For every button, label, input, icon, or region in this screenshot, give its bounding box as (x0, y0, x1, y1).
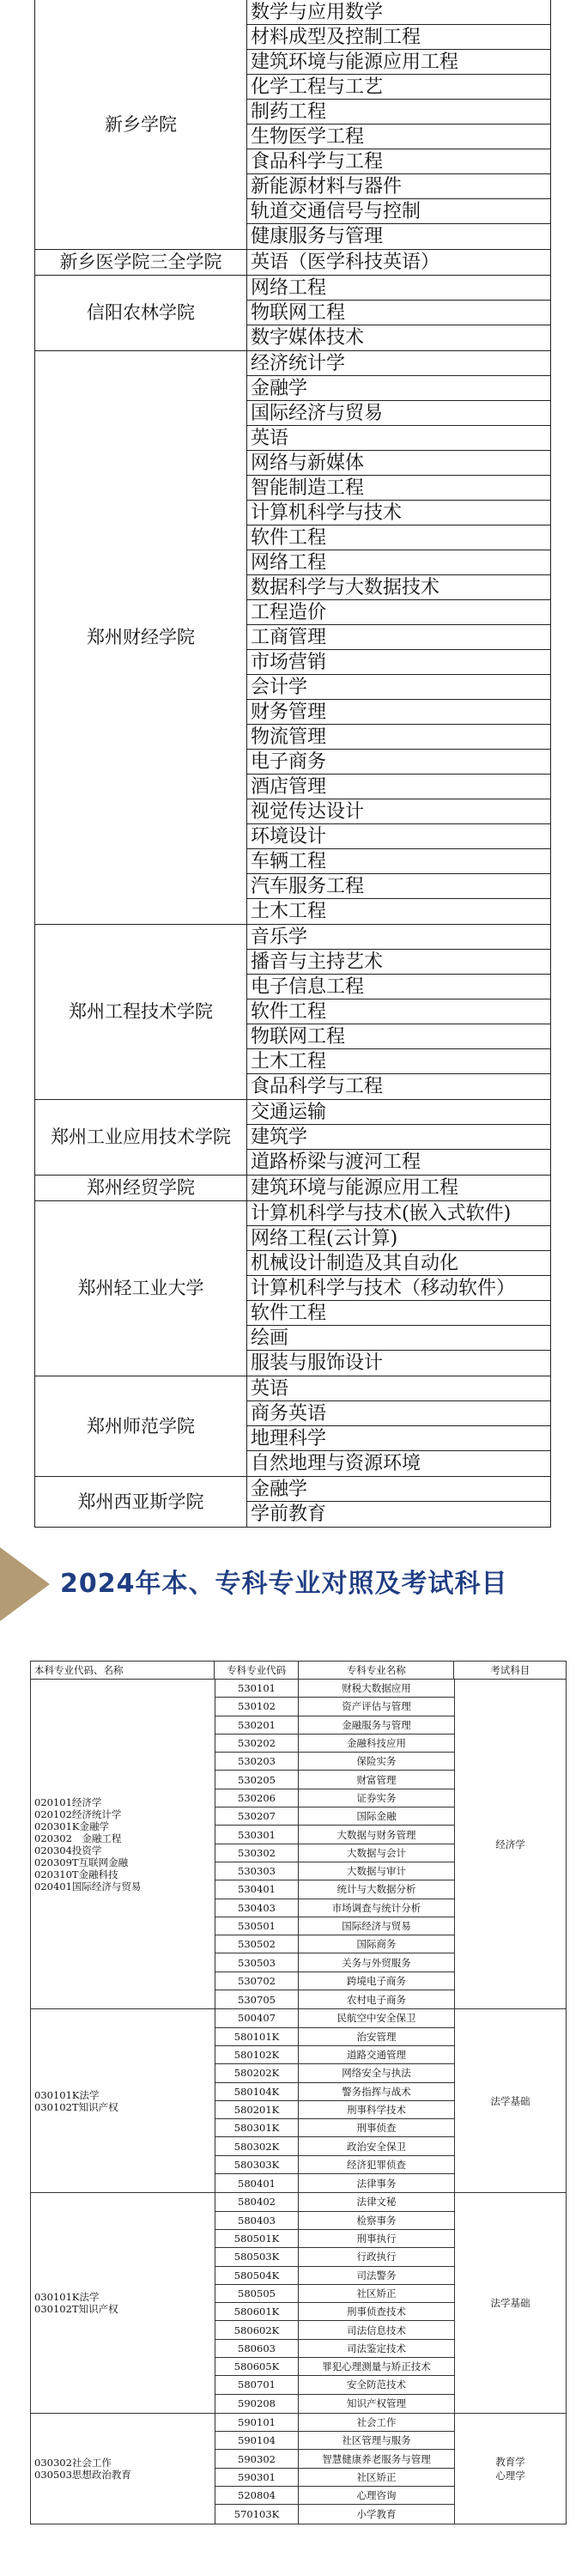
college-major-code: 530203 (215, 1753, 299, 1770)
major-item: 市场营销 (247, 650, 550, 675)
college-major-code: 530403 (215, 1899, 299, 1917)
major-item: 工程造价 (247, 600, 550, 625)
exam-subjects (454, 1680, 566, 2008)
table-row (215, 1990, 454, 2008)
school-group (34, 925, 551, 1100)
bachelor-majors (31, 2414, 215, 2524)
major-group (30, 2414, 567, 2524)
major-group (30, 2009, 567, 2193)
school-group (34, 1201, 551, 1376)
college-major-code: 580302K (215, 2137, 299, 2154)
bachelor-major: 030102T知识产权 (34, 2303, 118, 2316)
table-row (215, 2064, 454, 2082)
college-major-name: 刑事科学技术 (347, 2103, 406, 2116)
school-group (34, 1376, 551, 1477)
major-item: 商务英语 (247, 1401, 550, 1426)
exam-subject: 法学基础 (490, 2094, 530, 2107)
major-list (247, 1176, 551, 1200)
table-row (215, 1899, 454, 1917)
major-list (247, 0, 551, 249)
bachelor-majors (31, 2009, 215, 2192)
college-major-name: 司法鉴定技术 (347, 2342, 406, 2354)
major-item: 健康服务与管理 (251, 226, 384, 247)
major-item: 播音与主持艺术 (247, 950, 550, 975)
major-item: 制药工程 (247, 100, 550, 125)
college-major-name: 关务与外贸服务 (342, 1956, 411, 1969)
section-title: 2024年本、专科专业对照及考试科目 (60, 1569, 508, 1599)
major-list (247, 1100, 551, 1175)
table-header-row (30, 1661, 567, 1680)
college-major-code: 530303 (215, 1862, 299, 1880)
major-item: 网络工程(云计算) (247, 1226, 550, 1251)
table-row (215, 2285, 454, 2303)
college-major-name: 金融科技应用 (347, 1737, 406, 1750)
school-group (34, 0, 551, 250)
major-group (30, 1680, 567, 2009)
table-row (215, 1935, 454, 1953)
college-major-name: 智慧健康养老服务与管理 (322, 2452, 431, 2465)
major-item: 土木工程 (251, 901, 327, 922)
college-major-code: 530201 (215, 1716, 299, 1734)
exam-subject: 教育学 (495, 2455, 525, 2468)
table-row (215, 1862, 454, 1880)
bachelor-major: 020309T互联网金融 (34, 1856, 129, 1868)
college-major-name: 罪犯心理测量与矫正技术 (322, 2360, 431, 2373)
major-item: 食品科学与工程 (251, 1076, 384, 1097)
banner-triangle-icon (0, 1547, 50, 1621)
major-item: 轨道交通信号与控制 (247, 199, 550, 224)
college-major-code: 580602K (215, 2321, 299, 2338)
exam-subjects (454, 2009, 566, 2192)
college-major-name: 资产评估与管理 (342, 1700, 411, 1713)
college-major-name: 司法警务 (356, 2269, 397, 2281)
college-major-code: 530705 (215, 1990, 299, 2008)
major-item: 金融学 (247, 1477, 550, 1502)
major-item: 数据科学与大数据技术 (247, 575, 550, 600)
major-item: 食品科学与工程 (247, 149, 550, 174)
major-item: 音乐学 (247, 925, 550, 950)
header-name: 专科专业名称 (299, 1662, 454, 1679)
college-major-name: 大数据与财务管理 (336, 1828, 416, 1841)
table-row (215, 2212, 454, 2230)
bachelor-major: 030101K法学 (34, 2291, 100, 2304)
table-row (215, 2174, 454, 2192)
college-major-name: 治安管理 (356, 2030, 397, 2043)
college-major-name: 道路交通管理 (347, 2049, 406, 2062)
college-major-code: 580701 (215, 2376, 299, 2393)
bachelor-major: 020401国际经济与贸易 (34, 1880, 142, 1893)
college-major-rows (215, 1680, 454, 2008)
major-item: 数字媒体技术 (251, 327, 365, 349)
college-major-name: 国际经济与贸易 (342, 1920, 411, 1932)
college-major-name: 跨境电子商务 (347, 1974, 406, 1987)
college-major-code: 590302 (215, 2450, 299, 2467)
college-major-name: 财税大数据应用 (342, 1682, 411, 1695)
college-major-code: 580303K (215, 2156, 299, 2173)
table-row (215, 2267, 454, 2285)
major-item: 汽车服务工程 (247, 874, 550, 899)
college-major-name: 法律文秘 (356, 2196, 397, 2208)
major-exam-table (30, 1661, 567, 2524)
college-major-code: 580202K (215, 2064, 299, 2081)
major-item: 国际经济与贸易 (247, 401, 550, 426)
table-row (215, 2083, 454, 2101)
college-major-code: 530102 (215, 1698, 299, 1715)
college-major-code: 580503K (215, 2248, 299, 2265)
college-major-code: 530302 (215, 1844, 299, 1862)
major-item: 生物医学工程 (247, 125, 550, 149)
college-major-name: 法律事务 (356, 2177, 397, 2190)
college-major-code: 580504K (215, 2267, 299, 2284)
major-item: 物联网工程 (247, 301, 550, 325)
exam-subject: 经济学 (495, 1838, 525, 1850)
table-row (215, 1698, 454, 1716)
major-item: 绘画 (247, 1326, 550, 1351)
table-row (215, 2487, 454, 2505)
table-row (215, 2230, 454, 2248)
bachelor-major: 020302 金融工程 (34, 1832, 122, 1844)
major-item: 金融学 (247, 376, 550, 401)
exam-subject: 心理学 (495, 2469, 525, 2482)
school-name: 郑州师范学院 (34, 1376, 247, 1476)
college-major-code: 530301 (215, 1826, 299, 1843)
college-major-code: 580201K (215, 2101, 299, 2118)
table-row (215, 1716, 454, 1735)
college-major-name: 统计与大数据分析 (336, 1883, 416, 1896)
table-row (215, 1953, 454, 1971)
major-item: 智能制造工程 (247, 476, 550, 501)
major-item: 网络工程 (247, 276, 550, 301)
school-name: 郑州轻工业大学 (34, 1201, 247, 1376)
school-major-table (34, 0, 551, 1528)
major-list (247, 1376, 551, 1476)
table-row (215, 2432, 454, 2450)
college-major-name: 心理咨询 (356, 2489, 397, 2502)
college-major-code: 580401 (215, 2174, 299, 2192)
major-item: 软件工程 (247, 999, 550, 1024)
major-item: 交通运输 (247, 1100, 550, 1125)
college-major-name: 行政执行 (356, 2251, 397, 2263)
exam-subject: 法学基础 (490, 2297, 530, 2310)
table-row (215, 2193, 454, 2211)
college-major-name: 网络安全与执法 (342, 2067, 411, 2080)
college-major-name: 社会工作 (356, 2416, 397, 2429)
major-item: 英语 (247, 1376, 550, 1401)
major-list (247, 351, 551, 924)
major-item: 自然地理与资源环境 (251, 1453, 421, 1474)
major-item: 车辆工程 (247, 849, 550, 874)
school-name: 信阳农林学院 (34, 276, 247, 350)
bachelor-major: 030503思想政治教育 (34, 2468, 131, 2481)
college-major-code: 530501 (215, 1917, 299, 1935)
table-row (215, 1917, 454, 1935)
college-major-code: 580301K (215, 2119, 299, 2136)
major-list (247, 276, 551, 350)
major-item: 土木工程 (247, 1049, 550, 1074)
college-major-name: 社区矫正 (356, 2287, 397, 2300)
college-major-name: 市场调查与统计分析 (331, 1901, 421, 1914)
table-row (215, 1807, 454, 1826)
school-group (34, 250, 551, 276)
college-major-code: 530101 (215, 1680, 299, 1697)
major-item: 电子信息工程 (247, 975, 550, 999)
college-major-name: 大数据与审计 (347, 1865, 406, 1878)
major-item: 数学与应用数学 (247, 0, 550, 25)
college-major-rows (215, 2414, 454, 2524)
table-row (215, 1753, 454, 1771)
college-major-code: 520804 (215, 2487, 299, 2504)
college-major-name: 司法信息技术 (347, 2324, 406, 2336)
college-major-code: 530202 (215, 1735, 299, 1752)
college-major-name: 民航空中安全保卫 (336, 2012, 416, 2025)
college-major-name: 知识产权管理 (347, 2397, 406, 2410)
college-major-name: 国际金融 (356, 1810, 397, 1823)
table-row (215, 2156, 454, 2174)
college-major-name: 经济犯罪侦查 (347, 2158, 406, 2171)
table-row (215, 2376, 454, 2394)
table-row (215, 2248, 454, 2266)
college-major-name: 国际商务 (356, 1938, 397, 1951)
major-item: 学前教育 (251, 1504, 327, 1525)
college-major-name: 安全防范技术 (347, 2379, 406, 2391)
header-bachelor: 本科专业代码、名称 (31, 1662, 215, 1679)
college-major-code: 590301 (215, 2469, 299, 2486)
table-row (215, 2028, 454, 2046)
college-major-rows (215, 2009, 454, 2192)
college-major-code: 580501K (215, 2230, 299, 2247)
major-item: 计算机科学与技术(嵌入式软件) (247, 1201, 550, 1226)
college-major-code: 500407 (215, 2009, 299, 2026)
major-item: 建筑环境与能源应用工程 (251, 1177, 459, 1199)
college-major-name: 检察事务 (356, 2214, 397, 2227)
major-item: 网络与新媒体 (247, 451, 550, 476)
table-row (215, 2046, 454, 2064)
college-major-code: 580102K (215, 2046, 299, 2063)
college-major-code: 580104K (215, 2083, 299, 2100)
major-item: 化学工程与工艺 (247, 75, 550, 100)
header-code: 专科专业代码 (215, 1662, 299, 1679)
school-group (34, 1176, 551, 1201)
college-major-name: 警务指挥与战术 (342, 2085, 411, 2098)
major-item: 网络工程 (247, 550, 550, 575)
college-major-rows (215, 2193, 454, 2413)
table-row (215, 2358, 454, 2376)
bachelor-major: 020101经济学 (34, 1795, 102, 1808)
major-item: 会计学 (247, 675, 550, 700)
major-item: 地理科学 (247, 1426, 550, 1451)
major-item: 酒店管理 (247, 775, 550, 799)
college-major-name: 大数据与会计 (347, 1846, 406, 1859)
table-row (215, 1844, 454, 1862)
bachelor-major: 020301K金融学 (34, 1820, 109, 1832)
major-item: 物流管理 (247, 725, 550, 750)
major-list (247, 1201, 551, 1376)
major-item: 视觉传达设计 (247, 799, 550, 824)
college-major-name: 金融服务与管理 (342, 1718, 411, 1731)
major-item: 软件工程 (247, 526, 550, 550)
bachelor-major: 020304投资学 (34, 1844, 102, 1856)
table-row (215, 2321, 454, 2339)
major-item: 工商管理 (247, 625, 550, 650)
bachelor-majors (31, 1680, 215, 2008)
college-major-code: 580605K (215, 2358, 299, 2375)
table-row (215, 1826, 454, 1844)
major-item: 财务管理 (247, 700, 550, 725)
college-major-code: 530205 (215, 1771, 299, 1788)
college-major-code: 570103K (215, 2505, 299, 2523)
bachelor-major: 030302社会工作 (34, 2456, 112, 2469)
school-name: 郑州经贸学院 (34, 1176, 247, 1200)
college-major-code: 580101K (215, 2028, 299, 2045)
college-major-code: 530702 (215, 1972, 299, 1990)
section-banner (0, 1547, 588, 1621)
college-major-code: 530207 (215, 1807, 299, 1825)
school-group (34, 1100, 551, 1176)
major-item: 电子商务 (247, 750, 550, 775)
bachelor-major: 020310T金融科技 (34, 1868, 118, 1880)
table-row (215, 2119, 454, 2137)
major-item: 经济统计学 (247, 351, 550, 376)
college-major-name: 财富管理 (356, 1773, 397, 1786)
major-group (30, 2193, 567, 2414)
school-group (34, 1477, 551, 1528)
college-major-code: 590101 (215, 2414, 299, 2431)
college-major-name: 刑事侦查 (356, 2122, 397, 2135)
major-item: 建筑学 (247, 1125, 550, 1150)
college-major-name: 保险实务 (356, 1755, 397, 1768)
college-major-code: 590208 (215, 2395, 299, 2413)
college-major-code: 580603 (215, 2340, 299, 2357)
college-major-code: 530206 (215, 1789, 299, 1807)
major-list (247, 925, 551, 1099)
school-name: 郑州西亚斯学院 (34, 1477, 247, 1527)
major-item: 英语 (247, 426, 550, 451)
bachelor-major: 020102经济统计学 (34, 1807, 122, 1820)
exam-subjects (454, 2414, 566, 2524)
school-group (34, 351, 551, 925)
college-major-name: 社区矫正 (356, 2470, 397, 2483)
table-row (215, 2340, 454, 2358)
school-name: 新乡学院 (34, 0, 247, 249)
major-item: 环境设计 (247, 824, 550, 849)
college-major-name: 农村电子商务 (347, 1993, 406, 2006)
school-group (34, 276, 551, 351)
school-name: 新乡医学院三全学院 (34, 250, 247, 275)
major-item: 服装与服饰设计 (251, 1352, 384, 1374)
table-row (215, 1771, 454, 1789)
table-row (215, 2303, 454, 2321)
table-row (215, 1735, 454, 1753)
bachelor-majors (31, 2193, 215, 2413)
major-item: 建筑环境与能源应用工程 (247, 50, 550, 75)
major-list (247, 1477, 551, 1527)
table-row (215, 2414, 454, 2432)
table-row (215, 2137, 454, 2155)
school-name: 郑州财经学院 (34, 351, 247, 924)
college-major-code: 530503 (215, 1953, 299, 1971)
school-name: 郑州工业应用技术学院 (34, 1100, 247, 1175)
header-exam: 考试科目 (490, 1664, 530, 1676)
college-major-code: 590104 (215, 2432, 299, 2449)
major-list (247, 250, 551, 275)
major-item: 计算机科学与技术（移动软件） (247, 1276, 550, 1301)
table-row (215, 1880, 454, 1899)
college-major-code: 530401 (215, 1880, 299, 1898)
college-major-code: 580505 (215, 2285, 299, 2302)
bachelor-major: 030102T知识产权 (34, 2100, 118, 2113)
college-major-name: 刑事执行 (356, 2233, 397, 2245)
major-item: 新能源材料与器件 (247, 174, 550, 199)
table-row (215, 2101, 454, 2119)
college-major-code: 580403 (215, 2212, 299, 2229)
major-item: 计算机科学与技术 (247, 501, 550, 526)
table-row (215, 2469, 454, 2487)
table-row (215, 2395, 454, 2413)
major-item: 道路桥梁与渡河工程 (251, 1151, 421, 1173)
college-major-name: 小学教育 (356, 2508, 397, 2520)
major-item: 物联网工程 (247, 1024, 550, 1049)
major-item: 机械设计制造及其自动化 (247, 1251, 550, 1276)
table-row (215, 2505, 454, 2523)
table-row (215, 2009, 454, 2027)
college-major-code: 530502 (215, 1935, 299, 1953)
table-row (215, 1972, 454, 1990)
major-item: 材料成型及控制工程 (247, 25, 550, 50)
major-item: 英语（医学科技英语） (251, 252, 440, 273)
bachelor-major: 030101K法学 (34, 2088, 100, 2101)
college-major-name: 证券实务 (356, 1791, 397, 1804)
table-row (215, 1680, 454, 1698)
exam-subjects (454, 2193, 566, 2413)
college-major-name: 刑事侦查技术 (347, 2306, 406, 2318)
school-name: 郑州工程技术学院 (34, 925, 247, 1099)
college-major-code: 580402 (215, 2193, 299, 2210)
college-major-name: 社区管理与服务 (342, 2434, 411, 2447)
table-row (215, 2450, 454, 2468)
college-major-name: 政治安全保卫 (347, 2140, 406, 2153)
table-row (215, 1789, 454, 1807)
major-item: 软件工程 (247, 1301, 550, 1326)
college-major-code: 580601K (215, 2303, 299, 2320)
